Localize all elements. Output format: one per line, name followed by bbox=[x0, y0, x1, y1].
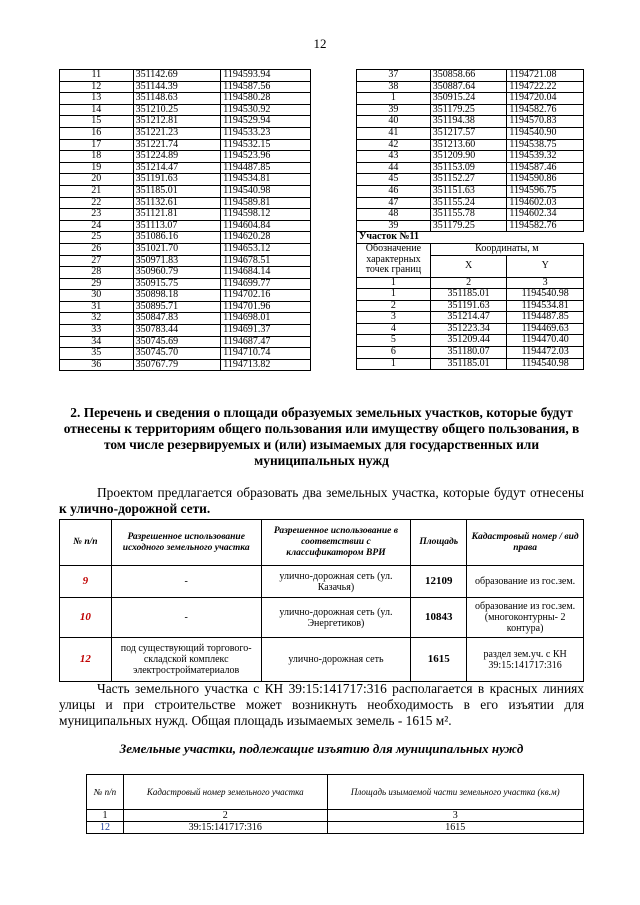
coord-y: 1194702.16 bbox=[221, 290, 311, 302]
point-id: 47 bbox=[357, 197, 431, 209]
coord-x: 351142.69 bbox=[133, 70, 221, 82]
coord-x: 351223.34 bbox=[430, 323, 507, 335]
coord-y: 1194720.04 bbox=[507, 93, 584, 105]
point-id: 44 bbox=[357, 162, 431, 174]
coord-x: 351185.01 bbox=[430, 358, 507, 370]
coord-y: 1194530.92 bbox=[221, 104, 311, 116]
coord-y: 1194540.98 bbox=[221, 185, 311, 197]
coord-x: 351086.16 bbox=[133, 232, 221, 244]
coord-x: 351148.63 bbox=[133, 93, 221, 105]
point-id: 33 bbox=[60, 325, 134, 337]
coord-y: 1194598.12 bbox=[221, 209, 311, 221]
point-id: 31 bbox=[60, 301, 134, 313]
coord-row bbox=[357, 127, 584, 139]
coord-row bbox=[60, 209, 311, 221]
coord-row bbox=[60, 93, 311, 105]
point-id: 5 bbox=[357, 335, 431, 347]
vri-use: улично-дорожная сеть (ул. Энергетиков) bbox=[261, 598, 411, 638]
section-11-title: Участок №11 bbox=[357, 232, 584, 244]
coord-row bbox=[60, 336, 311, 348]
coord-row bbox=[60, 197, 311, 209]
point-id: 19 bbox=[60, 162, 134, 174]
coord-row bbox=[357, 162, 584, 174]
point-id: 34 bbox=[60, 336, 134, 348]
coord-row bbox=[60, 174, 311, 186]
coord-y: 1194699.77 bbox=[221, 278, 311, 290]
point-id: 1 bbox=[357, 358, 431, 370]
coord-x: 350895.71 bbox=[133, 301, 221, 313]
coord-row bbox=[60, 81, 311, 93]
coord-x: 351179.25 bbox=[430, 220, 507, 232]
coord-x: 351144.39 bbox=[133, 81, 221, 93]
coord-y: 1194593.94 bbox=[221, 70, 311, 82]
point-id: 48 bbox=[357, 209, 431, 221]
seize-colnum: 2 bbox=[123, 810, 327, 822]
point-designation-header: Обозначение характерных точек границ bbox=[357, 243, 431, 277]
coord-row bbox=[357, 197, 584, 209]
coord-row bbox=[60, 301, 311, 313]
point-id: 43 bbox=[357, 151, 431, 163]
coord-x: 351212.81 bbox=[133, 116, 221, 128]
point-id: 27 bbox=[60, 255, 134, 267]
coord-x: 351121.81 bbox=[133, 209, 221, 221]
coord-y: 1194698.01 bbox=[221, 313, 311, 325]
point-id: 18 bbox=[60, 151, 134, 163]
table-row bbox=[60, 598, 584, 638]
point-id: 39 bbox=[357, 104, 431, 116]
coord-x: 351209.90 bbox=[430, 151, 507, 163]
point-id: 41 bbox=[357, 127, 431, 139]
coord-y: 1194587.56 bbox=[221, 81, 311, 93]
seize-row-num: 12 bbox=[87, 822, 124, 834]
point-id: 16 bbox=[60, 127, 134, 139]
coord-x: 350915.75 bbox=[133, 278, 221, 290]
coord-x: 351021.70 bbox=[133, 243, 221, 255]
coord-row bbox=[357, 209, 584, 221]
page-number: 12 bbox=[313, 36, 327, 51]
coord-x: 351191.63 bbox=[133, 174, 221, 186]
coord-x: 351191.63 bbox=[430, 300, 507, 312]
point-id: 1 bbox=[357, 289, 431, 301]
coord-x: 351132.61 bbox=[133, 197, 221, 209]
point-id: 2 bbox=[357, 300, 431, 312]
coord-y: 1194620.28 bbox=[221, 232, 311, 244]
coord-row bbox=[60, 116, 311, 128]
coord-y: 1194710.74 bbox=[221, 348, 311, 360]
coord-row bbox=[357, 300, 584, 312]
point-id: 29 bbox=[60, 278, 134, 290]
vri-use: улично-дорожная сеть bbox=[261, 638, 411, 682]
area-value: 1615 bbox=[411, 638, 467, 682]
coord-row bbox=[60, 290, 311, 302]
coord-x: 351153.09 bbox=[430, 162, 507, 174]
coord-row bbox=[60, 232, 311, 244]
coord-row bbox=[357, 139, 584, 151]
coord-x: 350960.79 bbox=[133, 267, 221, 279]
coord-y: 1194533.23 bbox=[221, 127, 311, 139]
coord-y: 1194678.51 bbox=[221, 255, 311, 267]
table-row bbox=[60, 566, 584, 598]
coord-x: 351179.25 bbox=[430, 104, 507, 116]
coord-y: 1194684.14 bbox=[221, 267, 311, 279]
coord-row bbox=[60, 185, 311, 197]
coord-x: 351151.63 bbox=[430, 185, 507, 197]
point-id: 1 bbox=[357, 93, 431, 105]
seizure-subtitle: Земельные участки, подлежащие изъятию для муниципальных нужд bbox=[119, 741, 524, 756]
point-id: 32 bbox=[60, 313, 134, 325]
coord-y: 1194540.90 bbox=[507, 127, 584, 139]
seize-row-area: 1615 bbox=[327, 822, 583, 834]
point-id: 13 bbox=[60, 93, 134, 105]
x-header: X bbox=[430, 255, 507, 277]
coord-x: 351214.47 bbox=[430, 312, 507, 324]
coord-x: 350745.69 bbox=[133, 336, 221, 348]
coord-y: 1194722.22 bbox=[507, 81, 584, 93]
point-id: 28 bbox=[60, 267, 134, 279]
coord-x: 351209.44 bbox=[430, 335, 507, 347]
coord-x: 350767.79 bbox=[133, 359, 221, 371]
coord-row bbox=[357, 81, 584, 93]
point-id: 3 bbox=[357, 312, 431, 324]
coord-x: 351155.78 bbox=[430, 209, 507, 221]
coord-y: 1194532.15 bbox=[221, 139, 311, 151]
paragraph-1 bbox=[59, 485, 584, 517]
coord-y: 1194487.85 bbox=[507, 312, 584, 324]
land-plots-table bbox=[59, 519, 584, 682]
paragraph-2: Часть земельного участка с КН 39:15:141717:316 располагается в красных линиях улицы и при строительстве может возникнуть необходимость в его изъятии для муниципальных нужд. Общая площадь изымаемых земель - 1615 м². bbox=[59, 681, 584, 728]
point-id: 42 bbox=[357, 139, 431, 151]
point-id: 39 bbox=[357, 220, 431, 232]
coord-y: 1194590.86 bbox=[507, 174, 584, 186]
coord-x: 350745.70 bbox=[133, 348, 221, 360]
coord-y: 1194469.63 bbox=[507, 323, 584, 335]
coord-x: 351113.07 bbox=[133, 220, 221, 232]
column-number: 2 bbox=[430, 277, 507, 289]
cadastral-info: образование из гос.зем. (многоконтурны- 2 контура) bbox=[467, 598, 584, 638]
coord-x: 350971.83 bbox=[133, 255, 221, 267]
point-id: 30 bbox=[60, 290, 134, 302]
coord-y: 1194580.28 bbox=[221, 93, 311, 105]
coord-row bbox=[357, 347, 584, 359]
point-id: 20 bbox=[60, 174, 134, 186]
original-use: под существующий торгового-складской комплекс электростройматериалов bbox=[111, 638, 261, 682]
coord-x: 351180.07 bbox=[430, 347, 507, 359]
coord-y: 1194687.47 bbox=[221, 336, 311, 348]
coord-y: 1194602.34 bbox=[507, 209, 584, 221]
coord-x: 351213.60 bbox=[430, 139, 507, 151]
coord-row bbox=[357, 185, 584, 197]
header-vri: Разрешенное использование в соответствии с классификатором ВРИ bbox=[261, 520, 411, 566]
coord-row bbox=[357, 104, 584, 116]
coord-x: 350915.24 bbox=[430, 93, 507, 105]
seize-row-cad: 39:15:141717:316 bbox=[123, 822, 327, 834]
coord-y: 1194487.85 bbox=[221, 162, 311, 174]
header-orig-use: Разрешенное использование исходного земельного участка bbox=[111, 520, 261, 566]
coord-row bbox=[357, 93, 584, 105]
coord-y: 1194539.32 bbox=[507, 151, 584, 163]
coord-row bbox=[60, 313, 311, 325]
header-cadastral: Кадастровый номер / вид права bbox=[467, 520, 584, 566]
point-id: 46 bbox=[357, 185, 431, 197]
coord-row bbox=[357, 335, 584, 347]
seize-colnum: 3 bbox=[327, 810, 583, 822]
coord-x: 350783.44 bbox=[133, 325, 221, 337]
coord-x: 351217.57 bbox=[430, 127, 507, 139]
seize-header-cad: Кадастровый номер земельного участка bbox=[123, 775, 327, 810]
point-id: 45 bbox=[357, 174, 431, 186]
point-id: 40 bbox=[357, 116, 431, 128]
coord-y: 1194604.84 bbox=[221, 220, 311, 232]
coord-row bbox=[60, 325, 311, 337]
coord-x: 351224.89 bbox=[133, 151, 221, 163]
row-number: 10 bbox=[60, 598, 112, 638]
point-id: 4 bbox=[357, 323, 431, 335]
coord-y: 1194596.75 bbox=[507, 185, 584, 197]
point-id: 14 bbox=[60, 104, 134, 116]
coord-x: 351214.47 bbox=[133, 162, 221, 174]
coordinates-table-right bbox=[356, 69, 584, 370]
table-row bbox=[60, 638, 584, 682]
y-header: Y bbox=[507, 255, 584, 277]
coord-x: 351152.27 bbox=[430, 174, 507, 186]
point-id: 6 bbox=[357, 347, 431, 359]
point-id: 38 bbox=[357, 81, 431, 93]
coord-row bbox=[60, 255, 311, 267]
coord-y: 1194540.98 bbox=[507, 289, 584, 301]
section-11-title-row bbox=[357, 232, 584, 244]
point-id: 21 bbox=[60, 185, 134, 197]
row-number: 9 bbox=[60, 566, 112, 598]
header-area: Площадь bbox=[411, 520, 467, 566]
column-number: 1 bbox=[357, 277, 431, 289]
paragraph-1-bold: к улично-дорожной сети. bbox=[59, 501, 211, 516]
point-id: 12 bbox=[60, 81, 134, 93]
point-id: 23 bbox=[60, 209, 134, 221]
coord-x: 350887.64 bbox=[430, 81, 507, 93]
point-id: 11 bbox=[60, 70, 134, 82]
section-11-colnum-row bbox=[357, 277, 584, 289]
coord-row bbox=[60, 220, 311, 232]
coord-row bbox=[357, 174, 584, 186]
coord-row bbox=[357, 358, 584, 370]
cadastral-info: раздел зем.уч. с КН 39:15:141717:316 bbox=[467, 638, 584, 682]
coord-y: 1194472.03 bbox=[507, 347, 584, 359]
coord-x: 351185.01 bbox=[133, 185, 221, 197]
point-id: 35 bbox=[60, 348, 134, 360]
point-id: 17 bbox=[60, 139, 134, 151]
cadastral-info: образование из гос.зем. bbox=[467, 566, 584, 598]
coordinates-table-left bbox=[59, 69, 311, 371]
header-num: № п/п bbox=[60, 520, 112, 566]
coord-row bbox=[357, 289, 584, 301]
coord-y: 1194602.03 bbox=[507, 197, 584, 209]
coord-row bbox=[357, 312, 584, 324]
coord-y: 1194540.98 bbox=[507, 358, 584, 370]
point-id: 36 bbox=[60, 359, 134, 371]
coord-row bbox=[60, 243, 311, 255]
coord-y: 1194713.82 bbox=[221, 359, 311, 371]
point-id: 15 bbox=[60, 116, 134, 128]
coord-row bbox=[60, 151, 311, 163]
coord-row bbox=[60, 70, 311, 82]
section-11-header-row bbox=[357, 243, 584, 255]
coord-y: 1194534.81 bbox=[221, 174, 311, 186]
coord-row bbox=[60, 162, 311, 174]
coord-row bbox=[60, 348, 311, 360]
point-id: 25 bbox=[60, 232, 134, 244]
coord-y: 1194701.96 bbox=[221, 301, 311, 313]
coord-y: 1194691.37 bbox=[221, 325, 311, 337]
column-number: 3 bbox=[507, 277, 584, 289]
seizure-table bbox=[86, 774, 584, 834]
coord-row bbox=[60, 104, 311, 116]
vri-use: улично-дорожная сеть (ул. Казачья) bbox=[261, 566, 411, 598]
coord-y: 1194534.81 bbox=[507, 300, 584, 312]
row-number: 12 bbox=[60, 638, 112, 682]
seize-header-num: № п/п bbox=[87, 775, 124, 810]
coord-x: 350858.66 bbox=[430, 70, 507, 82]
area-value: 10843 bbox=[411, 598, 467, 638]
section-heading: 2. Перечень и сведения о площади образуемых земельных участков, которые будут отнесены к территориям общего пользования или имуществу общего пользования, в том числе резервируемых и (или) изымаемых для государственных или муниципальных нужд bbox=[63, 405, 580, 468]
coord-y: 1194570.83 bbox=[507, 116, 584, 128]
coord-row bbox=[357, 116, 584, 128]
seize-header-area: Площадь изымаемой части земельного участка (кв.м) bbox=[327, 775, 583, 810]
original-use: - bbox=[111, 598, 261, 638]
coord-row bbox=[60, 139, 311, 151]
coord-row bbox=[357, 70, 584, 82]
coord-x: 351185.01 bbox=[430, 289, 507, 301]
seize-colnum: 1 bbox=[87, 810, 124, 822]
coord-x: 350847.83 bbox=[133, 313, 221, 325]
original-use: - bbox=[111, 566, 261, 598]
coordinates-header: Координаты, м bbox=[430, 243, 583, 255]
point-id: 24 bbox=[60, 220, 134, 232]
coord-y: 1194538.75 bbox=[507, 139, 584, 151]
coord-x: 351221.74 bbox=[133, 139, 221, 151]
paragraph-1-text: Проектом предлагается образовать два земельных участка, которые будут отнесены bbox=[97, 485, 584, 500]
coord-y: 1194470.40 bbox=[507, 335, 584, 347]
coord-row bbox=[60, 267, 311, 279]
coord-row bbox=[60, 127, 311, 139]
coord-x: 351221.23 bbox=[133, 127, 221, 139]
point-id: 22 bbox=[60, 197, 134, 209]
point-id: 26 bbox=[60, 243, 134, 255]
coord-y: 1194721.08 bbox=[507, 70, 584, 82]
coord-x: 351155.24 bbox=[430, 197, 507, 209]
coord-y: 1194523.96 bbox=[221, 151, 311, 163]
coord-y: 1194582.76 bbox=[507, 104, 584, 116]
coord-row bbox=[357, 323, 584, 335]
coord-y: 1194529.94 bbox=[221, 116, 311, 128]
coord-row bbox=[60, 278, 311, 290]
coord-y: 1194582.76 bbox=[507, 220, 584, 232]
coord-row bbox=[357, 220, 584, 232]
coord-y: 1194587.46 bbox=[507, 162, 584, 174]
point-id: 37 bbox=[357, 70, 431, 82]
area-value: 12109 bbox=[411, 566, 467, 598]
coord-x: 351194.38 bbox=[430, 116, 507, 128]
coord-x: 351210.25 bbox=[133, 104, 221, 116]
coord-x: 350898.18 bbox=[133, 290, 221, 302]
coord-row bbox=[357, 151, 584, 163]
coord-y: 1194589.81 bbox=[221, 197, 311, 209]
coord-y: 1194653.12 bbox=[221, 243, 311, 255]
coord-row bbox=[60, 359, 311, 371]
